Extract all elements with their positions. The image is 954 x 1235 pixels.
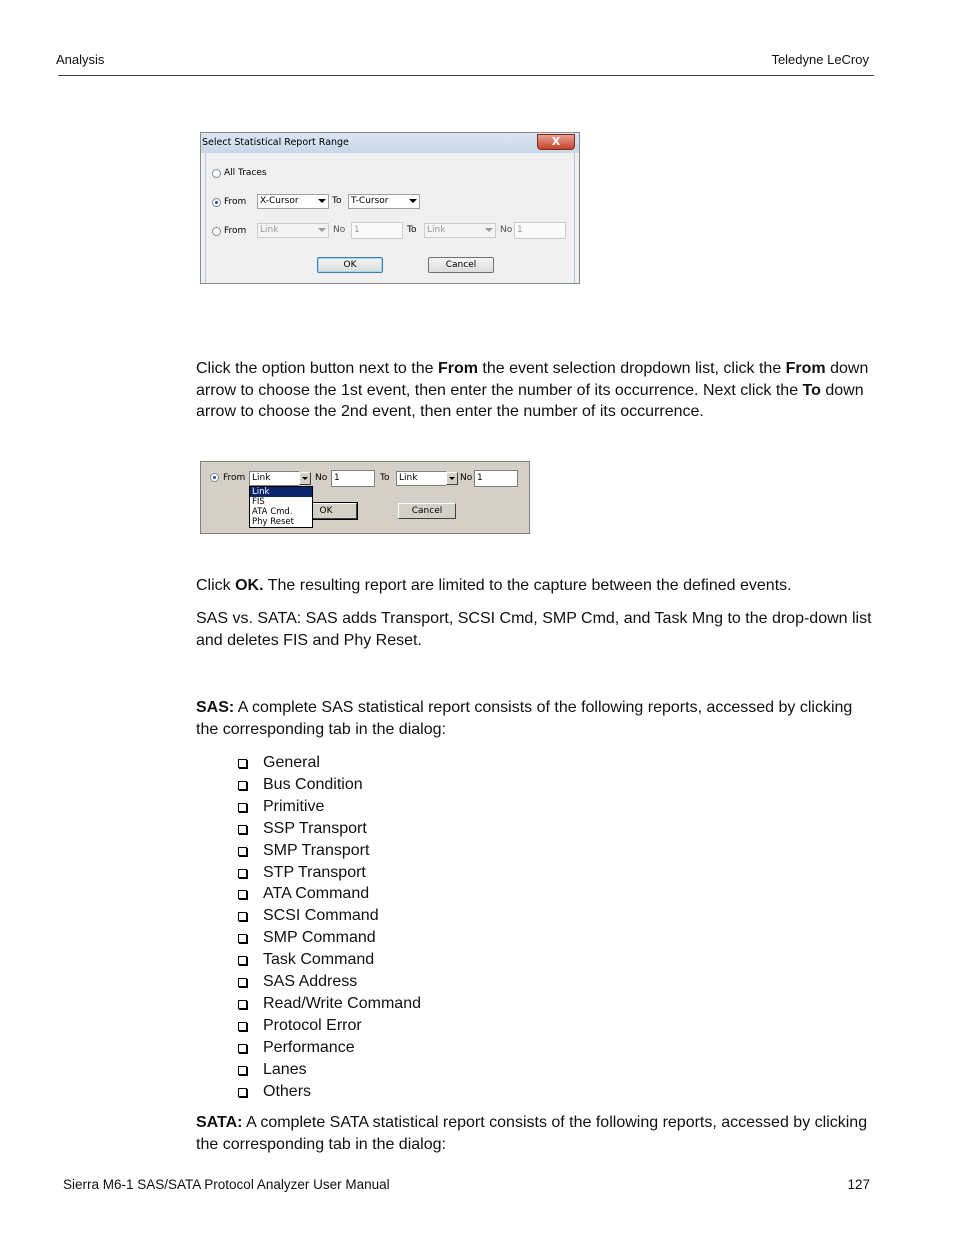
list-item: SCSI Command	[236, 905, 421, 927]
from-cursor-select[interactable]	[257, 194, 329, 209]
chevron-down-icon	[318, 228, 326, 232]
ok-button[interactable]: OK	[295, 503, 357, 519]
list-item: SAS Address	[236, 971, 421, 993]
list-item[interactable]: ATA Cmd.	[252, 507, 293, 517]
to-no-label: No	[460, 473, 473, 483]
from-no-label: No	[333, 225, 346, 235]
dialog-titlebar	[201, 133, 579, 153]
to-no-input[interactable]: 1	[474, 470, 518, 487]
chevron-down-icon	[318, 199, 326, 203]
all-traces-label: All Traces	[224, 168, 267, 178]
to-event-value: Link	[427, 225, 446, 235]
header-right: Teledyne LeCroy	[771, 52, 869, 67]
to-no-label: No	[500, 225, 513, 235]
checkbox-bullet-icon	[238, 869, 247, 878]
from-event-select[interactable]	[257, 223, 329, 238]
checkbox-bullet-icon	[238, 825, 247, 834]
list-item[interactable]: FIS	[252, 497, 265, 507]
to-event-label: To	[407, 225, 417, 235]
to-cursor-value: T-Cursor	[351, 196, 389, 206]
checkbox-bullet-icon	[238, 890, 247, 899]
checkbox-bullet-icon	[238, 1044, 247, 1053]
list-item: General	[236, 752, 421, 774]
list-item: Others	[236, 1081, 421, 1103]
footer-title: Sierra M6-1 SAS/SATA Protocol Analyzer User Manual	[63, 1177, 390, 1192]
sas-report-list	[236, 752, 421, 1103]
list-item: Lanes	[236, 1059, 421, 1081]
checkbox-bullet-icon	[238, 847, 247, 856]
to-cursor-select[interactable]	[348, 194, 420, 209]
from-cursor-radio[interactable]	[212, 198, 221, 207]
event-dropdown-screenshot	[200, 461, 530, 534]
chevron-down-icon	[409, 199, 417, 203]
list-item: Performance	[236, 1037, 421, 1059]
list-item: SMP Transport	[236, 840, 421, 862]
dialog-title: Select Statistical Report Range	[202, 137, 349, 148]
checkbox-bullet-icon	[238, 912, 247, 921]
page-number: 127	[847, 1177, 870, 1192]
header-rule	[58, 75, 874, 76]
list-item: Read/Write Command	[236, 993, 421, 1015]
from-event-select[interactable]	[249, 471, 299, 486]
list-item: Protocol Error	[236, 1015, 421, 1037]
checkbox-bullet-icon	[238, 978, 247, 987]
checkbox-bullet-icon	[238, 759, 247, 768]
range-dialog-screenshot	[200, 132, 580, 284]
instructions-paragraph: Click the option button next to the From the event selection dropdown list, click the From down arrow to choose the 1st event, then enter the number of its occurrence. Next click the To down arrow to choose the 2nd event, then enter the number of its occurrence.	[196, 360, 869, 421]
from-cursor-value: X-Cursor	[260, 196, 299, 206]
from-no-input[interactable]: 1	[351, 222, 403, 239]
list-item: ATA Command	[236, 883, 421, 905]
from-label: From	[223, 473, 246, 483]
from-event-value: Link	[252, 473, 271, 483]
list-item[interactable]: Link	[250, 487, 312, 497]
sas-vs-sata-paragraph: SAS vs. SATA: SAS adds Transport, SCSI Cmd, SMP Cmd, and Task Mng to the drop-down list and deletes FIS and Phy Reset.	[196, 610, 872, 649]
event-dropdown-list[interactable]	[249, 486, 313, 528]
ok-paragraph: Click OK. The resulting report are limited to the capture between the defined events.	[196, 577, 792, 594]
to-label: To	[380, 473, 390, 483]
all-traces-radio[interactable]	[212, 169, 221, 178]
close-icon[interactable]: X	[537, 134, 575, 150]
checkbox-bullet-icon	[238, 1022, 247, 1031]
checkbox-bullet-icon	[238, 781, 247, 790]
chevron-down-icon[interactable]	[446, 472, 458, 485]
sata-paragraph: SATA: A complete SATA statistical report consists of the following reports, accessed by clicking the corresponding tab in the dialog:	[196, 1114, 868, 1153]
to-event-select[interactable]	[424, 223, 496, 238]
from-event-value: Link	[260, 225, 279, 235]
checkbox-bullet-icon	[238, 1088, 247, 1097]
from-no-input[interactable]: 1	[331, 470, 375, 487]
list-item[interactable]: Phy Reset	[252, 517, 294, 527]
from-event-label: From	[224, 226, 247, 236]
cancel-button[interactable]: Cancel	[428, 257, 494, 273]
checkbox-bullet-icon	[238, 934, 247, 943]
chevron-down-icon[interactable]	[299, 472, 311, 485]
list-item: SSP Transport	[236, 818, 421, 840]
list-item: Task Command	[236, 949, 421, 971]
checkbox-bullet-icon	[238, 803, 247, 812]
checkbox-bullet-icon	[238, 1066, 247, 1075]
to-event-value: Link	[399, 473, 418, 483]
cancel-button[interactable]: Cancel	[398, 503, 456, 519]
chevron-down-icon	[485, 228, 493, 232]
list-item: SMP Command	[236, 927, 421, 949]
from-event-radio[interactable]	[210, 473, 219, 482]
list-item: Primitive	[236, 796, 421, 818]
ok-button[interactable]: OK	[317, 257, 383, 273]
from-event-radio[interactable]	[212, 227, 221, 236]
from-label: From	[224, 197, 247, 207]
checkbox-bullet-icon	[238, 1000, 247, 1009]
sas-paragraph: SAS: A complete SAS statistical report consists of the following reports, accessed by clicking the corresponding tab in the dialog:	[196, 699, 853, 738]
header-left: Analysis	[56, 52, 105, 67]
to-event-select[interactable]	[396, 471, 446, 486]
list-item: Bus Condition	[236, 774, 421, 796]
no-label: No	[315, 473, 328, 483]
list-item: STP Transport	[236, 862, 421, 884]
to-no-input[interactable]: 1	[514, 222, 566, 239]
checkbox-bullet-icon	[238, 956, 247, 965]
to-label: To	[332, 196, 342, 206]
